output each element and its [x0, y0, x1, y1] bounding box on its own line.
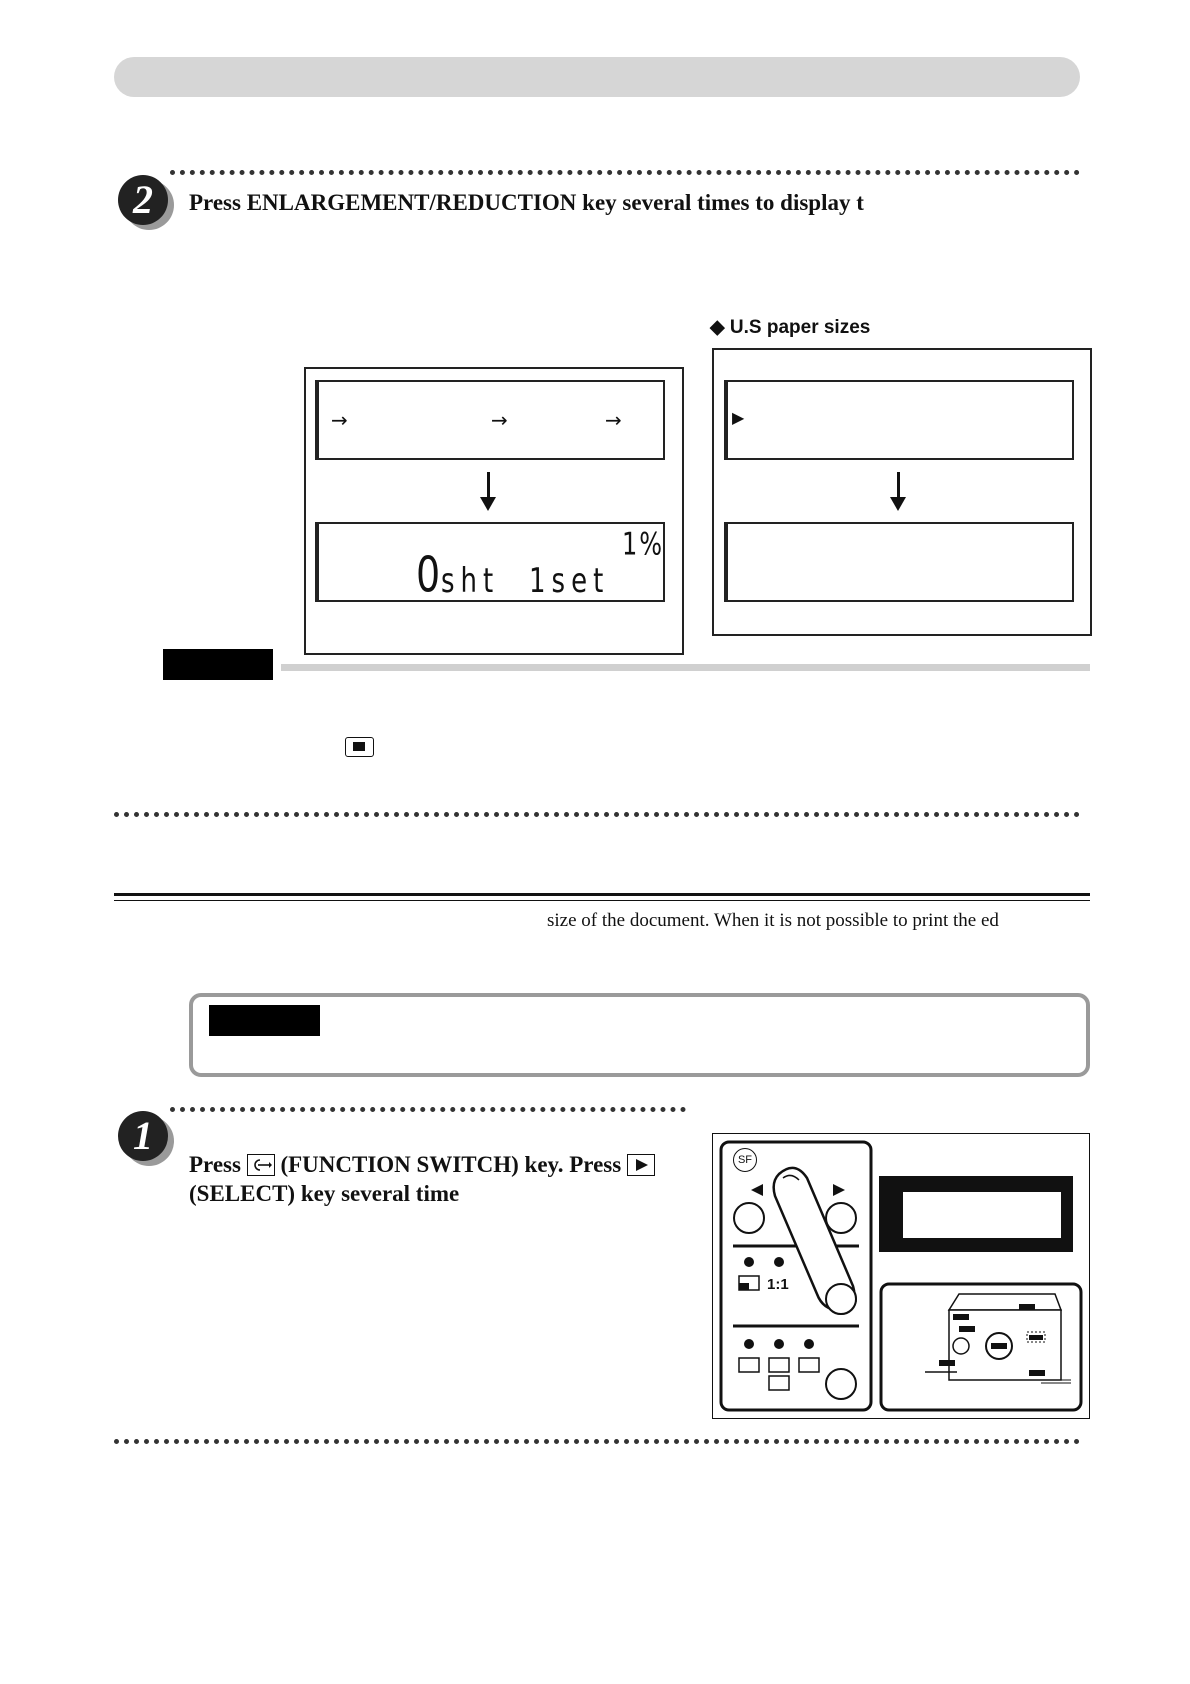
- step1-select-text: (SELECT) key several time: [189, 1181, 460, 1206]
- header-bar: [114, 57, 1080, 97]
- down-arrow-right-icon: [890, 497, 906, 511]
- step1-number-badge: 1: [118, 1111, 168, 1161]
- note-box-tab: [209, 1005, 320, 1036]
- down-arrow-left-icon: [480, 497, 496, 511]
- ratio-label: 1:1: [767, 1276, 789, 1293]
- lcd-set-label: 1set: [529, 562, 610, 601]
- step1-function-switch-text: (FUNCTION SWITCH) key. Press: [280, 1152, 622, 1177]
- section-body-text: size of the document. When it is not possible to print the ed: [547, 910, 999, 931]
- lcd-arrow-1: →: [331, 408, 348, 432]
- step2-dotted-rule: [170, 170, 1080, 175]
- step1-press-word: Press: [189, 1152, 241, 1177]
- step1-instruction: [189, 1150, 709, 1208]
- lcd-arrow-3: →: [605, 408, 622, 432]
- down-arrow-left-shaft: [487, 472, 490, 498]
- section-rule-thick: [114, 893, 1090, 896]
- note-rule: [281, 664, 1090, 671]
- control-panel-illustration: [712, 1133, 1090, 1419]
- lcd-display-bottom-left: [315, 522, 665, 602]
- sf-label: SF: [733, 1148, 757, 1172]
- section-rule-thin: [114, 900, 1090, 901]
- us-paper-sizes-label: ◆ U.S paper sizes: [710, 317, 871, 338]
- lcd-pointer-icon: ▶: [732, 408, 745, 427]
- mode-key-icon: [345, 737, 374, 757]
- note-box: [189, 993, 1090, 1077]
- down-arrow-right-shaft: [897, 472, 900, 498]
- step1-dotted-rule: [170, 1107, 686, 1112]
- lcd-display-bottom-right: [724, 522, 1074, 602]
- step2-instruction: Press ENLARGEMENT/REDUCTION key several times to display t: [189, 190, 864, 215]
- page-bottom-dotted-rule: [114, 1439, 1080, 1444]
- function-switch-key-icon: [247, 1154, 275, 1176]
- lcd-sheet-count: 0: [416, 546, 447, 604]
- lcd-display-top-left: [315, 380, 665, 460]
- step2-number-badge: 2: [118, 175, 168, 225]
- note-tab-black: [163, 649, 273, 680]
- select-key-icon: [627, 1154, 655, 1176]
- lcd-percent: 1%: [622, 526, 665, 563]
- lcd-arrow-2: →: [491, 408, 508, 432]
- lcd-display-top-right: [724, 380, 1074, 460]
- lcd-sht-label: sht: [441, 562, 500, 601]
- section-end-dotted-rule: [114, 812, 1080, 817]
